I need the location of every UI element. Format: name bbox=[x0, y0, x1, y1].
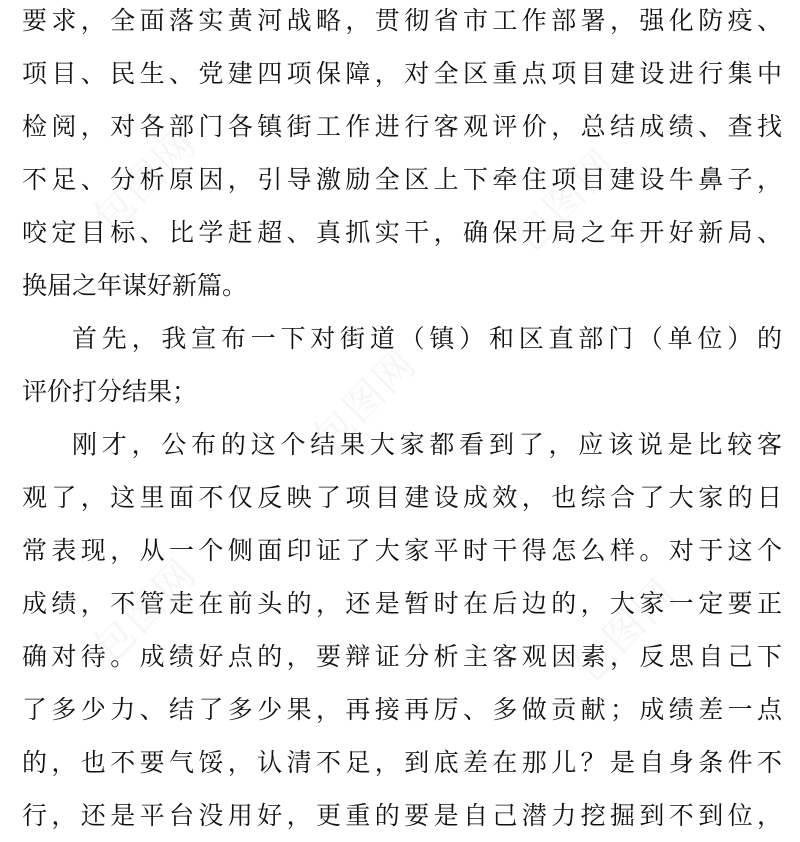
watermark: 包图网 bbox=[84, 550, 207, 672]
text-line: 观了，这里面不仅反映了项目建设成效，也综合了大家的日 bbox=[22, 483, 782, 512]
watermark: 包图网 bbox=[84, 120, 207, 242]
text-line: 确对待。成绩好点的，要辩证分析主客观因素，反思自己下 bbox=[22, 642, 782, 671]
text-line: 咬定目标、比学赶超、真抓实干，确保开局之年开好新局、 bbox=[22, 218, 782, 247]
text-line: 了多少力、结了多少果，再接再厉、多做贡献；成绩差一点 bbox=[22, 695, 782, 724]
text-line: 常表现，从一个侧面印证了大家平时干得怎么样。对于这个 bbox=[22, 536, 782, 565]
text-line: 要求，全面落实黄河战略，贯彻省市工作部署，强化防疫、 bbox=[22, 6, 782, 35]
watermark: 包图网 bbox=[564, 570, 687, 692]
body-text bbox=[22, 0, 782, 842]
watermark: 包图网 bbox=[504, 140, 627, 262]
text-line: 检阅，对各部门各镇街工作进行客观评价，总结成绩、查找 bbox=[22, 112, 782, 141]
watermark: 包图网 bbox=[304, 340, 427, 462]
text-line: 不足、分析原因，引导激励全区上下牵住项目建设牛鼻子， bbox=[22, 165, 782, 194]
text-line: 评价打分结果； bbox=[22, 377, 198, 406]
text-line: 项目、民生、党建四项保障，对全区重点项目建设进行集中 bbox=[22, 59, 782, 88]
text-line: 刚才，公布的这个结果大家都看到了，应该说是比较客 bbox=[72, 430, 782, 459]
text-line: 行，还是平台没用好，更重的要是自己潜力挖掘到不到位， bbox=[22, 801, 782, 830]
text-line: 成绩，不管走在前头的，还是暂时在后边的，大家一定要正 bbox=[22, 589, 782, 618]
text-line: 的，也不要气馁，认清不足，到底差在那儿？是自身条件不 bbox=[22, 748, 782, 777]
text-line: 首先，我宣布一下对街道（镇）和区直部门（单位）的 bbox=[72, 324, 782, 353]
text-line: 换届之年谋好新篇。 bbox=[22, 271, 248, 300]
